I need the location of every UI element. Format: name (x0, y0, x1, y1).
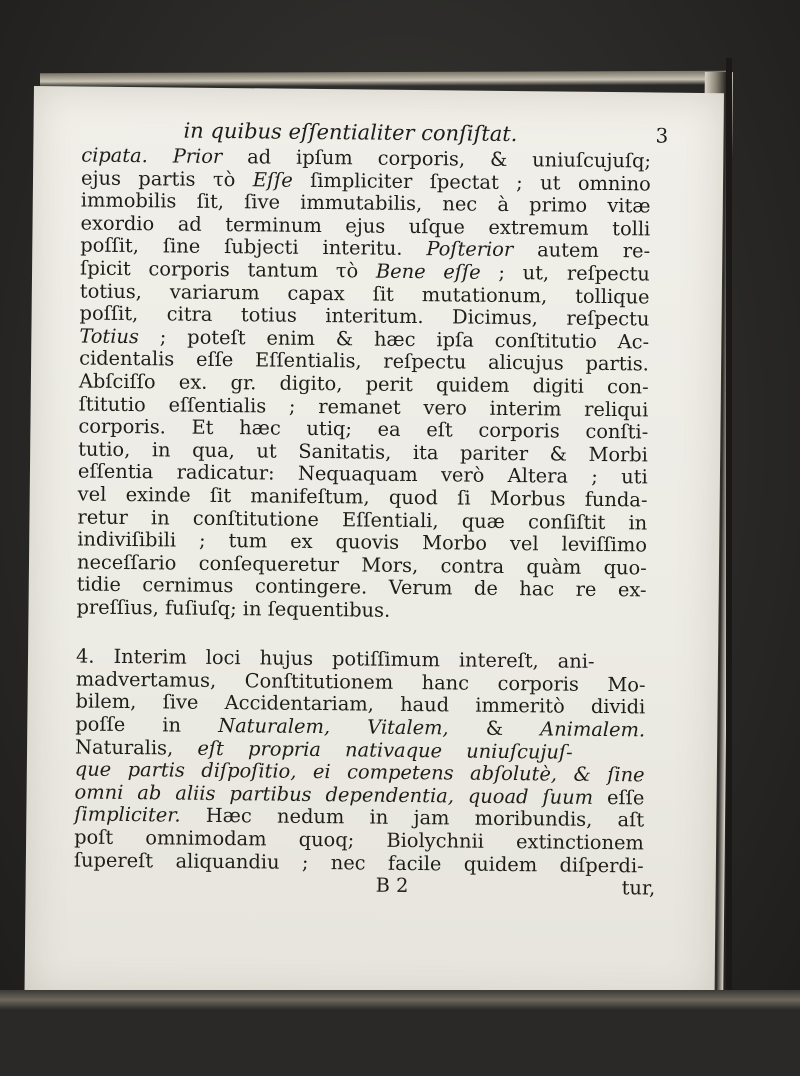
roman-text: madvertamus, Conſtitutionem hanc corporis Mo- (75, 667, 646, 697)
roman-text: tidie cernimus contingere. Verum de hac re ex- (76, 572, 647, 602)
roman-text: vel exinde ſit manifeſtum, quod ſi Morbus funda- (77, 482, 648, 512)
italic-text: que partis diſpoſitio, ei competens abſolutè, & ſine (74, 757, 645, 787)
roman-text: Naturalis, (74, 735, 198, 760)
roman-text: autem re- (513, 238, 651, 263)
italic-text: omni ab aliis partibus dependentia, quoad ſuum (74, 780, 594, 809)
roman-text: preſſius, fuſiuſq; in ſequentibus. (76, 595, 391, 622)
italic-text: Prior (172, 144, 223, 168)
roman-text: indiviſibili ; tum ex quovis Morbo vel leviſſimo (77, 527, 648, 557)
roman-text: exordio ad terminum ejus uſque extremum tolli (80, 211, 651, 241)
roman-text: eſſentia radicatur: Nequaquam verò Altera ; uti (77, 459, 648, 489)
roman-text: poſſe in (75, 712, 219, 737)
roman-text: poſſit, ſine ſubjecti interitu. (80, 233, 427, 261)
roman-text: ejus partis τὸ (80, 166, 253, 191)
roman-text: 4. Interim loci hujus potiſſimum intereſt, ani- (75, 644, 595, 674)
roman-text: ad ipſum corporis, & uniuſcujuſq; (222, 144, 652, 173)
book-page (24, 86, 724, 1005)
roman-text: & (448, 716, 541, 741)
italic-text: Eſſe (252, 167, 293, 192)
roman-text: Hæc nedum in jam moribundis, aſt (180, 803, 645, 832)
page-top-edge (40, 71, 730, 87)
roman-text: bilem, ſive Accidentariam, haud immeritò dividi (75, 689, 646, 719)
roman-text: ſupereſt aliquandiu ; nec facile quidem diſperdi- (73, 848, 644, 878)
text-line (76, 596, 390, 622)
roman-text: ; poteſt enim & hæc ipſa conſtitutio Ac- (138, 324, 650, 354)
signature-mark: B 2 (375, 873, 409, 898)
roman-text: immobilis ſit, ſive immutabilis, nec à primo vitæ (80, 188, 651, 218)
roman-text: neceſſario conſequeretur Mors, contra quàm quo- (76, 550, 647, 580)
catchword: tur, (621, 876, 656, 900)
running-title: in quibus eſſentialiter conſiſtat. (183, 118, 518, 147)
roman-text: ; ut, reſpectu (480, 260, 650, 286)
roman-text: totius, variarum capax ſit mutationum, tollique (79, 279, 650, 309)
italic-text: Bene eſſe (375, 259, 481, 284)
roman-text: corporis. Et hæc utiq; ea eſt corporis conſti- (78, 414, 649, 444)
roman-text: Abſciſſo ex. gr. digito, perit quidem digiti con- (78, 369, 649, 399)
text-line (74, 849, 644, 878)
roman-text: cidentalis eſſe Eſſentialis, reſpectu alicujus partis. (79, 346, 650, 376)
italic-text: ſimpliciter. (74, 802, 181, 827)
italic-text: Poſterior (426, 237, 514, 262)
roman-text: ſtitutio eſſentialis ; remanet vero interim reliqui (78, 392, 649, 422)
page-number: 3 (655, 123, 669, 148)
roman-text: ſimpliciter ſpectat ; ut omnino (292, 168, 651, 196)
bottom-book-edge (0, 990, 800, 1010)
roman-text (148, 144, 173, 167)
roman-text: eſſe (592, 785, 645, 810)
roman-text: ſpicit corporis tantum τὸ (79, 256, 377, 283)
roman-text: tutio, in qua, ut Sanitatis, ita pariter & Morbi (78, 437, 649, 467)
italic-text: Animalem. (540, 717, 646, 742)
roman-text: poſſit, citra totius interitum. Dicimus, reſpectu (79, 301, 650, 331)
roman-text: retur in conſtitutione Eſſentiali, quæ conſiſtit in (77, 505, 648, 535)
italic-text: eſt propria nativaque uniuſcujuſ- (197, 736, 573, 764)
scanner-bottom (0, 1010, 800, 1076)
italic-text: Totius (79, 324, 140, 348)
italic-text: Naturalem, Vitalem, (218, 713, 449, 740)
italic-text: cipata. (81, 143, 148, 168)
book-spine-shadow (726, 58, 732, 998)
roman-text: poſt omnimodam quoq; Biolychnii extinctionem (74, 825, 645, 855)
